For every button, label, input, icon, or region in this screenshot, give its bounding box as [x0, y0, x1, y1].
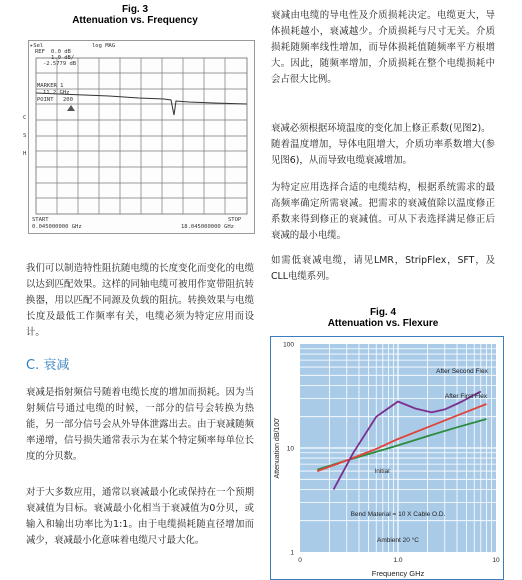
stop-label: STOP	[228, 217, 242, 223]
ref-value: 0.0 dB	[51, 49, 71, 55]
flexure-chart-svg	[270, 336, 504, 580]
legend-initial: Initial	[374, 468, 390, 475]
fig3-label: Fig. 3	[121, 4, 149, 15]
point-label: POINT	[37, 97, 54, 103]
ref-label: REF	[35, 49, 45, 55]
left-paragraph-3: 对于大多数应用，通常以衰减最小化或保持在一个预期衰减值为目标。衰减最小化相当于衰减值为0分贝，或输入和输出功率比为1:1。由于电缆损耗随直径增加而减少，衰减最小化意味着电缆尺寸最大化。	[26, 487, 254, 546]
start-label: START	[32, 217, 49, 223]
analyzer-plot	[29, 41, 254, 233]
analyzer-graticule	[36, 58, 247, 214]
sel-indicator: ▸Sel	[30, 43, 44, 49]
offset-value: -2.5779 dB	[43, 61, 77, 67]
left-paragraph-1: 我们可以制造特性阻抗随电缆的长度变化而变化的电缆以达到匹配效果。这样的同轴电缆可被用作宽带阻抗转换器，用以匹配不同源及负载的阻抗。转换效果与电缆长度及最低工作频率有关，电缆必须为特定应用而设计。	[26, 263, 254, 338]
stop-value: 18.045000000 GHz	[181, 224, 234, 230]
fig4-label: Fig. 4	[369, 307, 397, 318]
right-paragraph-2: 衰减必须根据环境温度的变化加上修正系数(见图2)。	[271, 123, 491, 134]
start-value: 0.045000000 GHz	[32, 224, 82, 230]
marker-value: 11.2 GHz	[43, 90, 70, 96]
annotation-ambient: Ambient 20 °C	[377, 537, 419, 544]
marker-triangle	[67, 105, 75, 111]
left-paragraph-2: 衰减是指射频信号随着电缆长度的增加而损耗。因为当射频信号通过电缆的时候，一部分的信号会转换为热能，另一部分信号会从外导体泄露出去。由于衰减随频率递增，信号损失通常表示为在某个特定频率每单位长度的分贝数。	[26, 387, 254, 462]
right-paragraph-5: 如需低衰减电缆，请见LMR，StripFlex，SFT，及CLL电缆系列。	[271, 255, 495, 282]
scale-value: 1.0 dB/	[51, 55, 75, 61]
fig3-title: Attenuation vs. Frequency	[72, 15, 198, 26]
right-paragraph-1: 衰减由电缆的导电性及介质损耗决定。电缆更大，导体损耗越小，衰减越少。介质损耗与尺寸无关。介质损耗随频率线性增加，而导体损耗值随频率平方根增大。因此，随频率增加，介质损耗在整个电缆损耗中会占很大比例。	[271, 10, 495, 85]
y-axis-label: Attenuation dB/100'	[274, 417, 281, 479]
x-tick-label: 0	[298, 557, 302, 564]
network-analyzer-screen	[23, 40, 255, 234]
right-paragraph-4: 为特定应用选择合适的电缆结构，根据系统需求的最高频率确定所需衰减。把需求的衰减值除以温度修正系数来得到修正的衰减值。可从下表选择满足修正后衰减的最小电缆。	[271, 182, 495, 241]
x-tick-label: 1.0	[393, 557, 403, 564]
y-tick-label: 100	[283, 341, 294, 349]
x-tick-label: 10	[492, 557, 500, 564]
legend-after-first-flex: After First Flex	[444, 393, 488, 400]
y-tick-label: 1	[290, 549, 294, 557]
legend-after-second-flex: After Second Flex	[436, 368, 488, 375]
flexure-chart	[270, 336, 504, 580]
fig4-title: Attenuation vs. Flexure	[327, 318, 439, 329]
side-marker-h: H	[23, 151, 27, 157]
x-axis-label: Frequency GHz	[371, 569, 425, 578]
right-paragraph-3: 随着温度增加，导体电阻增大，介质功率系数增大(参见图6)，从而导致电缆衰减增加。	[271, 139, 495, 166]
y-tick-label: 10	[286, 445, 294, 453]
flexure-grid	[300, 344, 496, 552]
marker-label: MARKER 1	[37, 83, 64, 89]
side-marker-s: S	[23, 133, 27, 139]
point-value: 200	[63, 97, 73, 103]
section-heading-attenuation: C. 衰减	[26, 358, 70, 373]
side-marker-c: C	[23, 115, 27, 121]
annotation-bend-material: Bend Material = 10 X Cable O.D.	[350, 511, 446, 518]
format-label: log MAG	[92, 43, 116, 49]
